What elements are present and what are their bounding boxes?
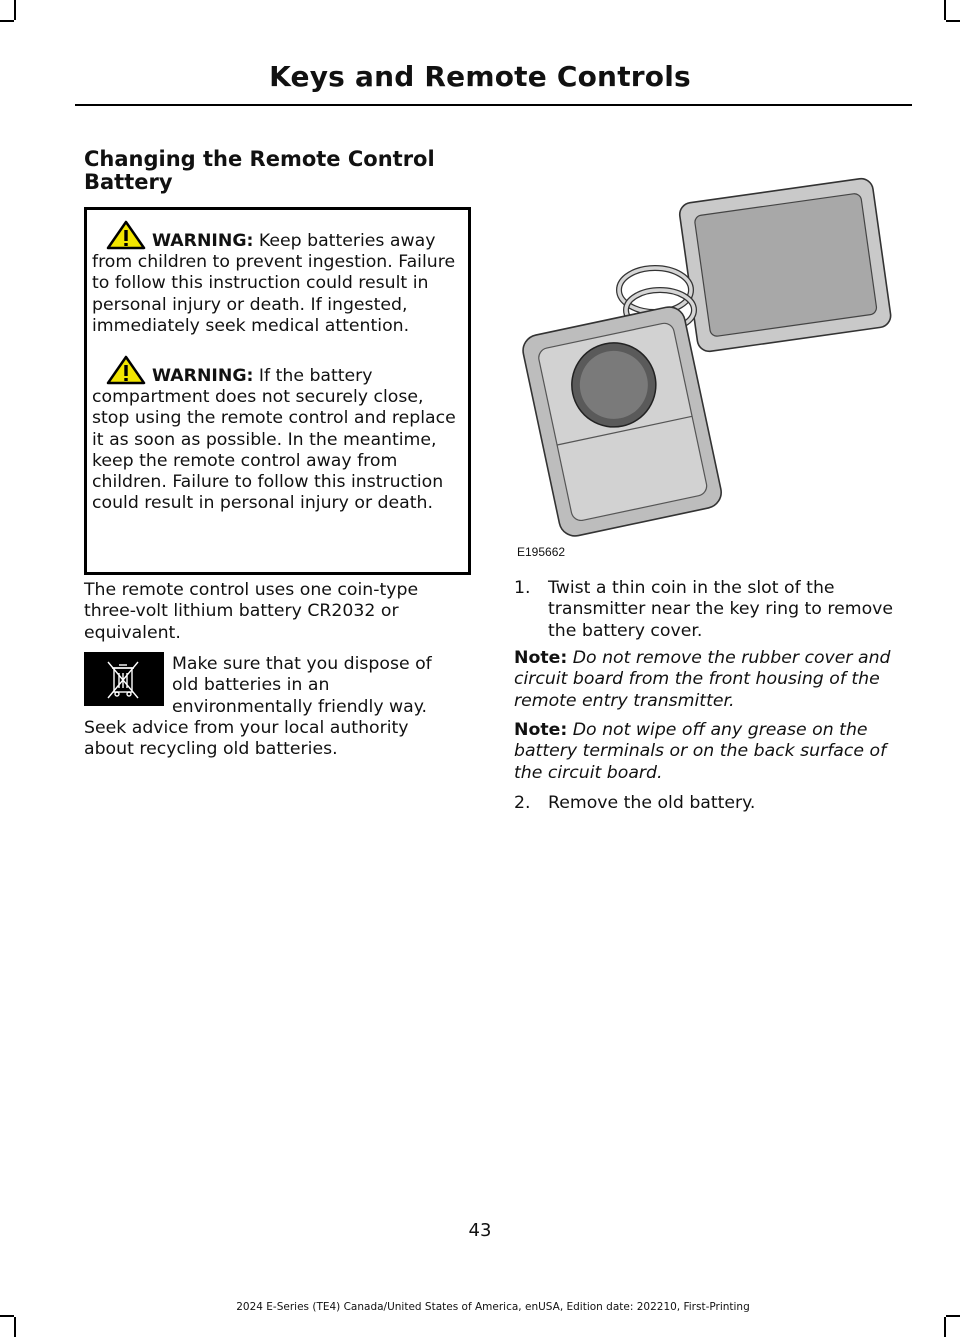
crop-mark [946,1315,960,1317]
figure-code: E195662 [517,545,566,559]
warning-2 [92,355,465,514]
remote-control-illustration [515,170,915,540]
note-1-text: Do not remove the rubber cover and circuit board from the front housing of the remote entry transmitter. [514,648,891,711]
note-2 [514,720,909,784]
warning-1 [92,220,465,337]
warning-triangle-icon [106,220,146,250]
recycle-bin-icon [84,652,164,706]
warning-box [84,207,471,575]
crop-mark [0,20,14,22]
crop-mark [14,1317,16,1337]
step-1-text: Twist a thin coin in the slot of the transmitter near the key ring to remove the battery cover. [548,578,894,641]
footer-edition: 2024 E-Series (TE4) Canada/United States of America, enUSA, Edition date: 202210, First-Printing [236,1301,750,1313]
step-2 [514,793,909,814]
note-1 [514,648,909,712]
warning-triangle-icon [106,355,146,385]
crop-mark [14,0,16,20]
crop-mark [0,1315,14,1317]
note-2-text: Do not wipe off any grease on the battery terminals or on the back surface of the circuit board. [514,720,887,783]
page-number: 43 [468,1220,492,1241]
warning-1-label: WARNING: [152,231,254,251]
page-header-title: Keys and Remote Controls [269,60,691,93]
dispose-paragraph: Make sure that you dispose of old batteries in an environmentally friendly way. [172,654,432,717]
step-1-number: 1. [514,578,531,598]
step-2-text: Remove the old battery. [548,793,756,813]
warning-2-label: WARNING: [152,366,254,387]
section-title: Changing the Remote Control Battery [84,147,435,194]
step-2-number: 2. [514,793,531,813]
crop-mark [944,1317,946,1337]
crop-mark [944,0,946,20]
recycling-advice-paragraph: Seek advice from your local authority about recycling old batteries. [84,718,409,760]
crop-mark [946,20,960,22]
note-1-label: Note: [514,648,568,668]
battery-type-paragraph: The remote control uses one coin-type three-volt lithium battery CR2032 or equivalent. [84,580,419,643]
warning-1-text: Keep batteries away from children to prevent ingestion. Failure to follow this instruction could result in personal injury or death. If ingested, immediately seek medical attention. [92,231,456,336]
header-divider [75,104,912,106]
note-2-label: Note: [514,720,568,740]
warning-2-text: If the battery compartment does not securely close, stop using the remote control and replace it as soon as possible. In the meantime, keep the remote control away from children. Failure to follow this instruction could result in personal injury or death. [92,366,456,514]
step-1 [514,578,909,642]
